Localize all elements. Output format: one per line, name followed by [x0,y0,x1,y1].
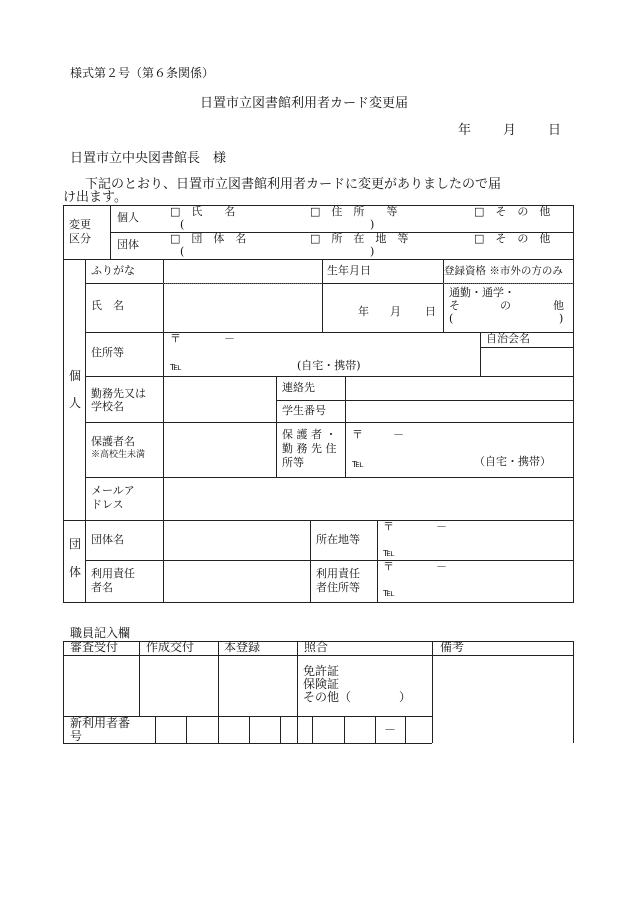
birth-month: 月 [390,305,401,318]
postal-mark: 〒 [383,560,394,573]
register-header: 本登録 [224,640,261,654]
staff-heading: 職員記入欄 [70,626,131,640]
postal-mark: 〒 [352,428,363,441]
commute-option: 通勤・通学・ [449,286,515,299]
representative-address-label-1: 利用責任 [316,567,360,580]
date-year: 年 [458,123,472,138]
birthdate-label: 生年月日 [327,264,371,277]
postal-dash: － [436,520,447,533]
paren-open: ( [180,218,185,231]
checkbox-group-name[interactable]: □ 団 体 名 [170,232,247,245]
paren-close: ) [370,245,375,258]
new-user-number-label-1: 新利用者番 [70,716,131,730]
license-option: 免許証 [303,664,340,678]
student-number-label: 学生番号 [282,404,326,417]
postal-mark: 〒 [383,520,394,533]
eligibility-label: 登録資格 ※市外の方のみ [444,265,563,277]
checkbox-individual-address[interactable]: □ 住 所 等 [310,205,398,218]
group-side-2: 体 [69,565,82,579]
group-location-label: 所在地等 [316,533,360,546]
birth-year: 年 [358,305,369,318]
email-label-1: メールア [91,484,135,497]
other-option-2: の [500,299,511,312]
intro-line-1: 下記のとおり、日置市立図書館利用者カードに変更がありましたので届 [85,177,502,192]
addressee: 日置市立中央図書館長 様 [70,151,227,166]
other-option-1: そ [449,299,460,312]
checkbox-individual-other[interactable]: □ そ の 他 [474,205,551,218]
guardian-note: ※高校生未満 [91,450,146,460]
notes-header: 備考 [440,640,465,654]
checkbox-group-other[interactable]: □ そ の 他 [474,232,551,245]
representative-label-2: 者名 [91,581,113,594]
postal-dash: － [393,428,404,441]
guardian-address-label-1: 保 護 者 ・ [282,428,337,441]
postal-dash: － [224,332,235,345]
tel-mark: ℡ [383,546,395,559]
home-mobile-label: (自宅・携帯) [297,359,361,372]
insurance-option: 保険証 [303,677,340,691]
postal-dash: － [436,560,447,573]
workplace-label-2: 学校名 [91,400,124,413]
postal-mark: 〒 [170,332,181,345]
tel-mark: ℡ [383,586,395,599]
address-label: 住所等 [91,346,124,359]
workplace-label-1: 勤務先又は [91,387,146,400]
neighborhood-label: 自治会名 [486,332,530,345]
create-header: 作成交付 [146,640,195,654]
email-label-2: ドレス [91,498,124,511]
checkbox-individual-name[interactable]: □ 氏 名 [170,205,236,218]
tel-mark: ℡ [170,360,182,373]
individual-side-2: 人 [69,396,82,410]
form-number: 様式第２号（第６条関係） [70,66,215,80]
verify-header: 照合 [304,640,329,654]
other-option-3: 他 [553,299,564,312]
paren-close: ) [559,312,564,325]
paren-close: ) [370,218,375,231]
form-title: 日置市立図書館利用者カード変更届 [200,96,409,111]
category-individual: 個人 [117,211,139,224]
date-month: 月 [503,123,517,138]
user-number-dash: － [384,723,397,737]
group-name-label: 団体名 [91,533,124,546]
representative-label-1: 利用責任 [91,567,135,580]
contact-label: 連絡先 [282,381,315,394]
home-mobile-label: （自宅・携帯） [474,455,551,468]
checkbox-group-location[interactable]: □ 所 在 地 等 [310,232,409,245]
category-group: 団体 [117,238,139,251]
new-user-number-label-2: 号 [70,729,83,743]
review-header: 審査受付 [70,640,119,654]
intro-line-2: け出ます。 [63,190,127,205]
change-category-label-2: 区分 [69,232,91,245]
guardian-address-label-2: 勤 務 先 住 [282,442,337,455]
name-label: 氏 名 [91,299,124,312]
furigana-label: ふりがな [91,264,135,277]
representative-address-label-2: 者住所等 [316,581,360,594]
change-category-label-1: 変更 [69,218,91,231]
date-day: 日 [548,123,562,138]
group-side-1: 団 [69,537,82,551]
paren-open: ( [180,245,185,258]
individual-side-1: 個 [69,369,82,383]
tel-mark: ℡ [352,457,364,470]
paren-open: ( [449,312,454,325]
birth-day: 日 [425,305,436,318]
guardian-address-label-3: 所等 [282,456,304,469]
other-id-option: その他（ ） [303,690,412,704]
guardian-label: 保護者名 [91,435,135,448]
